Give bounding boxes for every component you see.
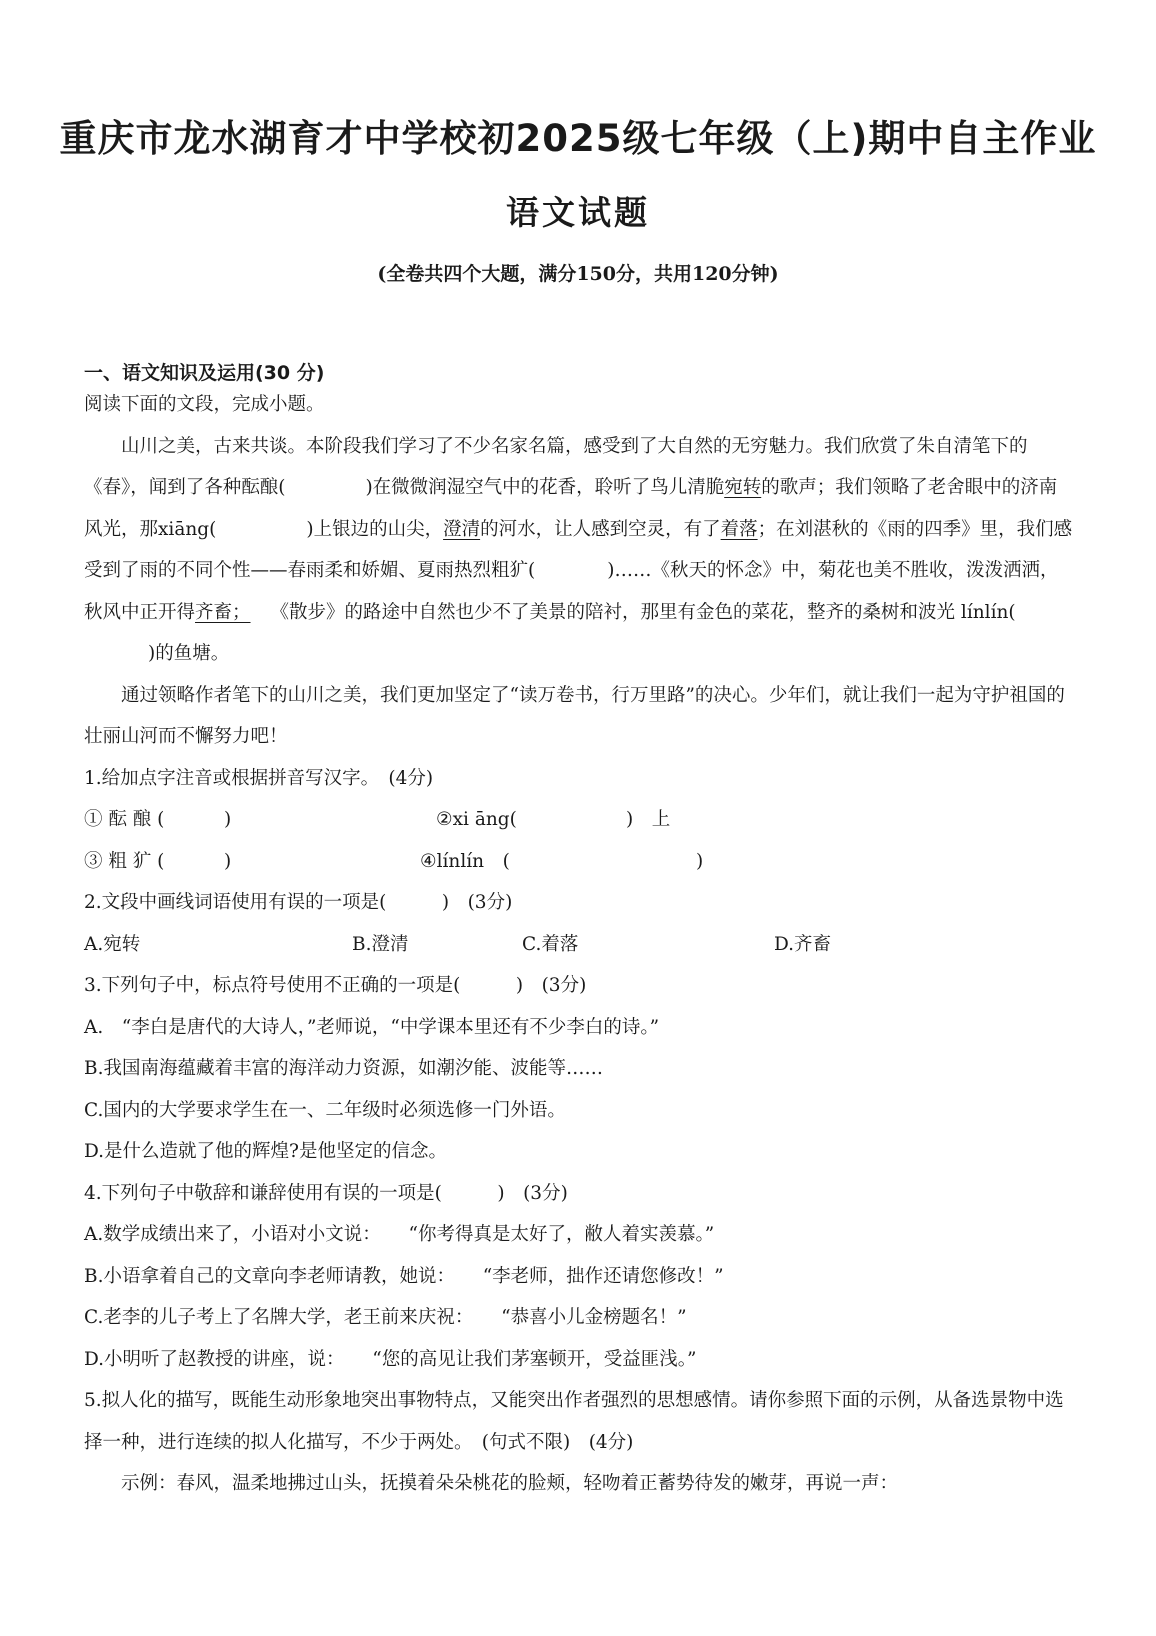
instruction: 阅读下面的文段，完成小题。 [84, 394, 325, 415]
q3-option-b: B.我国南海蕴藏着丰富的海洋动力资源，如潮汐能、波能等…… [84, 1058, 603, 1079]
q1-item-a: ① 酝 酿 ( [84, 809, 165, 830]
section-body [84, 384, 1074, 1505]
passage-text: 《散步》的路途中自然也少不了美景的陪衬，那里有金色的菜花，整齐的桑树和波光 línlín( [270, 601, 1016, 623]
passage-text: )在微微润湿空气中的花香，聆听了鸟儿清脆 [365, 477, 725, 498]
passage-text: 山川之美，古来共谈。本阶段我们学习了不少名家名篇，感受到了大自然的无穷魅力。我们欣赏了朱自清笔下的《春》，闻到了各种酝酿( [84, 435, 1028, 498]
q3-option-a: A. “李白是唐代的大诗人，”老师说，“中学课本里还有不少李白的诗。” [84, 1016, 660, 1038]
underlined-word-2: 澄清 [443, 518, 481, 540]
passage-paragraph-1 [84, 426, 1074, 675]
passage-text: )……《秋天的怀念》中，菊花也美不胜收，泼泼洒洒，秋风中正开得 [84, 560, 1059, 623]
q1-item-b: ②xi āng( [436, 809, 517, 830]
q2-option-d: D.齐畜 [774, 933, 832, 955]
q5-example: 示例：春风，温柔地拂过山头，抚摸着朵朵桃花的脸颊，轻吻着正蓄势待发的嫩芽，再说一声： [121, 1473, 899, 1494]
underlined-word-4: 齐畜； [195, 601, 251, 623]
q4-option-b: B.小语拿着自己的文章向李老师请教，她说： “李老师，拙作还请您修改！” [84, 1265, 724, 1287]
question-3-stem: 3.下列句子中，标点符号使用不正确的一项是( ) (3分) [84, 975, 587, 996]
question-2-stem: 2.文段中画线词语使用有误的一项是( ) (3分) [84, 892, 513, 913]
q4-option-a: A.数学成绩出来了，小语对小文说： “你考得真是太好了，敝人着实羡慕。” [84, 1224, 715, 1245]
passage-text: )的鱼塘。 [148, 643, 230, 664]
passage-paragraph-2: 通过领略作者笔下的山川之美，我们更加坚定了“读万卷书，行万里路”的决心。少年们，就让我们一起为守护祖国的壮丽山河而不懈努力吧！ [84, 684, 1065, 747]
exam-note: (全卷共四个大题，满分150分，共用120分钟) [377, 263, 779, 285]
question-1-row-2 [84, 841, 1074, 883]
exam-subtitle: 语文试题 [506, 193, 650, 232]
question-1-row-1 [84, 799, 1074, 841]
q4-option-c: C.老李的儿子考上了名牌大学，老王前来庆祝： “恭喜小儿金榜题名！” [84, 1307, 687, 1328]
question-4-stem: 4.下列句子中敬辞和谦辞使用有误的一项是( ) (3分) [84, 1182, 568, 1204]
passage-text: 的歌声；我们领略了老舍眼中的济南风光，那xiāng( [84, 477, 1058, 540]
q2-option-a: A.宛转 [84, 933, 141, 955]
passage-text: 的河水，让人感到空灵，有了 [480, 518, 721, 540]
q1-item-c: ③ 粗 犷 ( [84, 850, 165, 872]
q1-item-c-close: ) [224, 850, 232, 872]
question-1-stem: 1.给加点字注音或根据拼音写汉字。 (4分) [84, 767, 434, 789]
q2-option-b: B.澄清 [352, 933, 409, 955]
passage-text: )上银边的山尖， [306, 518, 444, 540]
q3-option-d: D.是什么造就了他的辉煌?是他坚定的信念。 [84, 1141, 447, 1162]
section-heading: 一、语文知识及运用(30 分) [84, 362, 325, 384]
q1-item-d: ④línlín ( [420, 850, 510, 872]
exam-title: 重庆市龙水湖育才中学校初2025级七年级（上)期中自主作业 [59, 117, 1097, 160]
underlined-word-3: 着落 [720, 518, 758, 540]
q1-item-a-close: ) [224, 809, 232, 830]
q2-option-c: C.着落 [522, 933, 579, 955]
q1-item-d-close: ) [696, 850, 704, 872]
passage-text: ；在刘湛秋的《雨的四季》里，我们感受到了雨的不同个性——春雨柔和娇媚、夏雨热烈粗犷( [84, 518, 1073, 581]
q1-item-b-close: ) 上 [626, 809, 671, 830]
question-5-stem: 5.拟人化的描写，既能生动形象地突出事物特点，又能突出作者强烈的思想感情。请你参照下面的示例，从备选景物中选择一种，进行连续的拟人化描写，不少于两处。 (句式不限) (4分) [84, 1390, 1064, 1453]
underlined-word-1: 宛转 [724, 477, 762, 498]
question-2-options [84, 924, 1074, 966]
q3-option-c: C.国内的大学要求学生在一、二年级时必须选修一门外语。 [84, 1099, 566, 1121]
q4-option-d: D.小明听了赵教授的讲座，说： “您的高见让我们茅塞顿开，受益匪浅。” [84, 1348, 697, 1370]
